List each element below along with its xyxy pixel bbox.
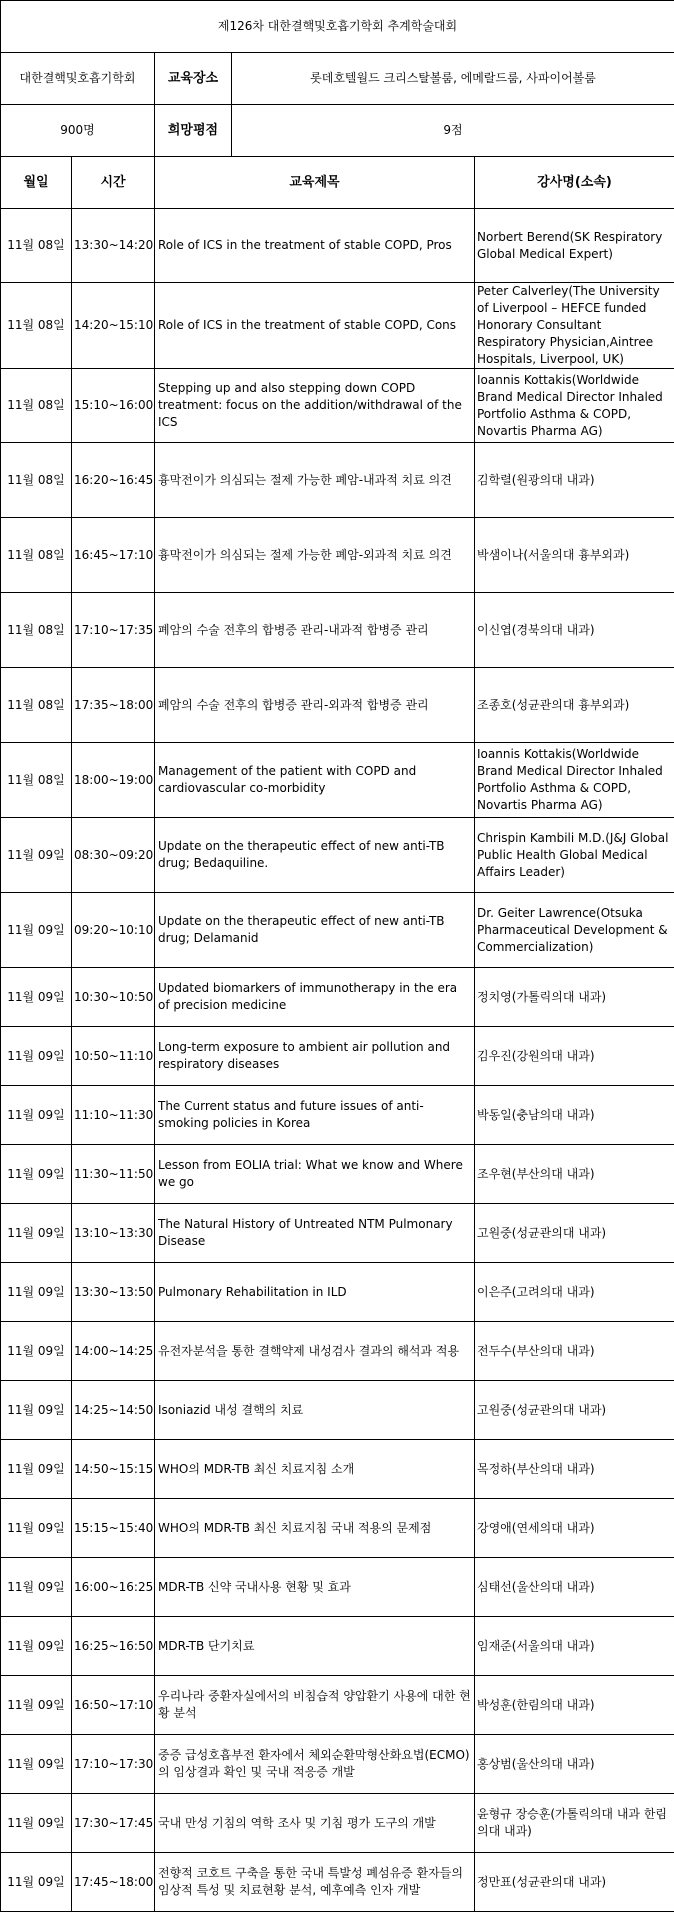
- row-speaker: Ioannis Kottakis(Worldwide Brand Medical Director Inhaled Portfolio Asthma & COPD, Novartis Pharma AG): [475, 743, 674, 818]
- row-subject: 중증 급성호흡부전 환자에서 체외순환막형산화요법(ECMO)의 임상결과 확인 및 국내 적응증 개발: [155, 1735, 475, 1794]
- row-speaker: 목정하(부산의대 내과): [475, 1440, 674, 1499]
- row-date: 11월 09일: [1, 1322, 72, 1381]
- row-speaker: 이신엽(경북의대 내과): [475, 593, 674, 668]
- row-date: 11월 08일: [1, 743, 72, 818]
- row-subject: Management of the patient with COPD and cardiovascular co-morbidity: [155, 743, 475, 818]
- row-date: 11월 09일: [1, 1499, 72, 1558]
- row-speaker: 김학렬(원광의대 내과): [475, 443, 674, 518]
- row-speaker: 박동일(충남의대 내과): [475, 1086, 674, 1145]
- table-row: [1, 818, 674, 893]
- row-subject: The Current status and future issues of anti-smoking policies in Korea: [155, 1086, 475, 1145]
- capacity: 900명: [1, 105, 155, 157]
- row-subject: Updated biomarkers of immunotherapy in the era of precision medicine: [155, 968, 475, 1027]
- row-time: 14:20~15:10: [72, 283, 155, 369]
- row-date: 11월 09일: [1, 1145, 72, 1204]
- document-title: 제126차 대한결핵및호흡기학회 추계학술대회: [1, 1, 674, 53]
- row-speaker: 심태선(울산의대 내과): [475, 1558, 674, 1617]
- row-subject: 흉막전이가 의심되는 절제 가능한 폐암-내과적 치료 의견: [155, 443, 475, 518]
- row-time: 17:45~18:00: [72, 1853, 155, 1912]
- row-time: 13:10~13:30: [72, 1204, 155, 1263]
- row-subject: WHO의 MDR-TB 최신 치료지침 국내 적용의 문제점: [155, 1499, 475, 1558]
- row-date: 11월 08일: [1, 209, 72, 283]
- row-date: 11월 09일: [1, 1086, 72, 1145]
- row-time: 14:50~15:15: [72, 1440, 155, 1499]
- venue: 롯데호텔월드 크리스탈볼룸, 에메랄드룸, 사파이어볼룸: [232, 53, 674, 104]
- table-row: [1, 1381, 674, 1440]
- row-speaker: Dr. Geiter Lawrence(Otsuka Pharmaceutical Development & Commercialization): [475, 893, 674, 968]
- organizer: 대한결핵및호흡기학회: [1, 53, 155, 105]
- table-row: [1, 1676, 674, 1735]
- row-time: 18:00~19:00: [72, 743, 155, 818]
- row-subject: Update on the therapeutic effect of new anti-TB drug; Bedaquiline.: [155, 818, 475, 893]
- schedule-body: [1, 209, 674, 1912]
- table-row: [1, 1735, 674, 1794]
- row-time: 16:50~17:10: [72, 1676, 155, 1735]
- table-row: [1, 668, 674, 743]
- row-time: 16:25~16:50: [72, 1617, 155, 1676]
- row-time: 13:30~14:20: [72, 209, 155, 283]
- row-subject: MDR-TB 단기치료: [155, 1617, 475, 1676]
- table-row: [1, 1145, 674, 1204]
- row-time: 16:20~16:45: [72, 443, 155, 518]
- row-speaker: 전두수(부산의대 내과): [475, 1322, 674, 1381]
- info-row-venue: [1, 53, 674, 105]
- row-time: 14:00~14:25: [72, 1322, 155, 1381]
- row-date: 11월 08일: [1, 443, 72, 518]
- row-time: 11:30~11:50: [72, 1145, 155, 1204]
- row-date: 11월 08일: [1, 283, 72, 369]
- table-row: [1, 893, 674, 968]
- row-subject: 전향적 코호트 구축을 통한 국내 특발성 폐섬유증 환자들의 임상적 특성 및 치료현황 분석, 예후예측 인자 개발: [155, 1853, 475, 1912]
- row-speaker: 임재준(서울의대 내과): [475, 1617, 674, 1676]
- table-row: [1, 1263, 674, 1322]
- table-row: [1, 1853, 674, 1912]
- row-speaker: 고원중(성균관의대 내과): [475, 1381, 674, 1440]
- row-date: 11월 09일: [1, 893, 72, 968]
- row-date: 11월 09일: [1, 1381, 72, 1440]
- row-speaker: 강영애(연세의대 내과): [475, 1499, 674, 1558]
- table-row: [1, 443, 674, 518]
- row-speaker: 윤형규 장승훈(가톨릭의대 내과 한림의대 내과): [475, 1794, 674, 1853]
- row-speaker: Norbert Berend(SK Respiratory Global Medical Expert): [475, 209, 674, 283]
- title-row: [1, 1, 674, 53]
- table-row: [1, 1794, 674, 1853]
- row-subject: 폐암의 수술 전후의 합병증 관리-내과적 합병증 관리: [155, 593, 475, 668]
- row-speaker: 박성훈(한림의대 내과): [475, 1676, 674, 1735]
- row-speaker: Ioannis Kottakis(Worldwide Brand Medical Director Inhaled Portfolio Asthma & COPD, Novartis Pharma AG): [475, 369, 674, 443]
- row-time: 17:35~18:00: [72, 668, 155, 743]
- score-label: 희망평점: [155, 105, 232, 156]
- row-date: 11월 09일: [1, 1558, 72, 1617]
- row-subject: Pulmonary Rehabilitation in ILD: [155, 1263, 475, 1322]
- row-date: 11월 08일: [1, 518, 72, 593]
- row-speaker: Chrispin Kambili M.D.(J&J Global Public Health Global Medical Affairs Leader): [475, 818, 674, 893]
- row-subject: 국내 만성 기침의 역학 조사 및 기침 평가 도구의 개발: [155, 1794, 475, 1853]
- row-time: 14:25~14:50: [72, 1381, 155, 1440]
- row-date: 11월 09일: [1, 1676, 72, 1735]
- row-time: 09:20~10:10: [72, 893, 155, 968]
- table-row: [1, 283, 674, 369]
- row-date: 11월 09일: [1, 1204, 72, 1263]
- row-subject: Lesson from EOLIA trial: What we know and Where we go: [155, 1145, 475, 1204]
- row-date: 11월 09일: [1, 968, 72, 1027]
- row-subject: 흉막전이가 의심되는 절제 가능한 폐암-외과적 치료 의견: [155, 518, 475, 593]
- row-speaker: 박샘이나(서울의대 흉부외과): [475, 518, 674, 593]
- table-row: [1, 743, 674, 818]
- table-row: [1, 1617, 674, 1676]
- row-date: 11월 09일: [1, 818, 72, 893]
- row-subject: 폐암의 수술 전후의 합병증 관리-외과적 합병증 관리: [155, 668, 475, 743]
- row-time: 15:10~16:00: [72, 369, 155, 443]
- row-speaker: 정치영(가톨릭의대 내과): [475, 968, 674, 1027]
- row-speaker: 김우진(강원의대 내과): [475, 1027, 674, 1086]
- row-speaker: 고원중(성균관의대 내과): [475, 1204, 674, 1263]
- venue-label: 교육장소: [155, 53, 232, 104]
- row-date: 11월 09일: [1, 1617, 72, 1676]
- row-time: 08:30~09:20: [72, 818, 155, 893]
- info-row-capacity: [1, 105, 674, 157]
- row-speaker: 조우현(부산의대 내과): [475, 1145, 674, 1204]
- row-subject: Role of ICS in the treatment of stable COPD, Pros: [155, 209, 475, 283]
- table-row: [1, 1027, 674, 1086]
- table-row: [1, 1499, 674, 1558]
- table-row: [1, 1204, 674, 1263]
- row-time: 17:30~17:45: [72, 1794, 155, 1853]
- table-row: [1, 968, 674, 1027]
- row-time: 13:30~13:50: [72, 1263, 155, 1322]
- row-date: 11월 09일: [1, 1027, 72, 1086]
- row-time: 16:00~16:25: [72, 1558, 155, 1617]
- table-row: [1, 593, 674, 668]
- row-speaker: 홍상범(울산의대 내과): [475, 1735, 674, 1794]
- table-row: [1, 1558, 674, 1617]
- table-row: [1, 209, 674, 283]
- row-speaker: Peter Calverley(The University of Liverpool – HEFCE funded Honorary Consultant Respiratory Physician,Aintree Hospitals, Liverpool, UK): [475, 283, 674, 369]
- row-time: 10:30~10:50: [72, 968, 155, 1027]
- table-row: [1, 369, 674, 443]
- row-date: 11월 09일: [1, 1263, 72, 1322]
- row-subject: WHO의 MDR-TB 최신 치료지침 소개: [155, 1440, 475, 1499]
- row-subject: 우리나라 중환자실에서의 비침습적 양압환기 사용에 대한 현황 분석: [155, 1676, 475, 1735]
- row-subject: 유전자분석을 통한 결핵약제 내성검사 결과의 해석과 적용: [155, 1322, 475, 1381]
- score: 9점: [232, 105, 674, 156]
- table-row: [1, 1322, 674, 1381]
- row-time: 16:45~17:10: [72, 518, 155, 593]
- row-speaker: 이은주(고려의대 내과): [475, 1263, 674, 1322]
- row-date: 11월 09일: [1, 1440, 72, 1499]
- column-header-speaker: 강사명(소속): [475, 157, 674, 209]
- row-time: 17:10~17:30: [72, 1735, 155, 1794]
- row-date: 11월 09일: [1, 1794, 72, 1853]
- row-date: 11월 08일: [1, 593, 72, 668]
- row-subject: Long-term exposure to ambient air pollution and respiratory diseases: [155, 1027, 475, 1086]
- row-subject: Isoniazid 내성 결핵의 치료: [155, 1381, 475, 1440]
- row-time: 10:50~11:10: [72, 1027, 155, 1086]
- row-time: 17:10~17:35: [72, 593, 155, 668]
- column-header-time: 시간: [72, 157, 155, 209]
- row-subject: Role of ICS in the treatment of stable COPD, Cons: [155, 283, 475, 369]
- table-row: [1, 1086, 674, 1145]
- row-date: 11월 08일: [1, 369, 72, 443]
- column-header-date: 월일: [1, 157, 72, 209]
- row-speaker: 조종호(성균관의대 흉부외과): [475, 668, 674, 743]
- row-time: 15:15~15:40: [72, 1499, 155, 1558]
- row-subject: MDR-TB 신약 국내사용 현황 및 효과: [155, 1558, 475, 1617]
- column-header-subject: 교육제목: [155, 157, 475, 209]
- row-speaker: 정만표(성균관의대 내과): [475, 1853, 674, 1912]
- row-date: 11월 08일: [1, 668, 72, 743]
- row-date: 11월 09일: [1, 1735, 72, 1794]
- table-row: [1, 518, 674, 593]
- table-row: [1, 1440, 674, 1499]
- column-header-row: [1, 157, 674, 209]
- row-subject: Update on the therapeutic effect of new anti-TB drug; Delamanid: [155, 893, 475, 968]
- row-subject: The Natural History of Untreated NTM Pulmonary Disease: [155, 1204, 475, 1263]
- row-date: 11월 09일: [1, 1853, 72, 1912]
- row-subject: Stepping up and also stepping down COPD treatment: focus on the addition/withdrawal of the ICS: [155, 369, 475, 443]
- row-time: 11:10~11:30: [72, 1086, 155, 1145]
